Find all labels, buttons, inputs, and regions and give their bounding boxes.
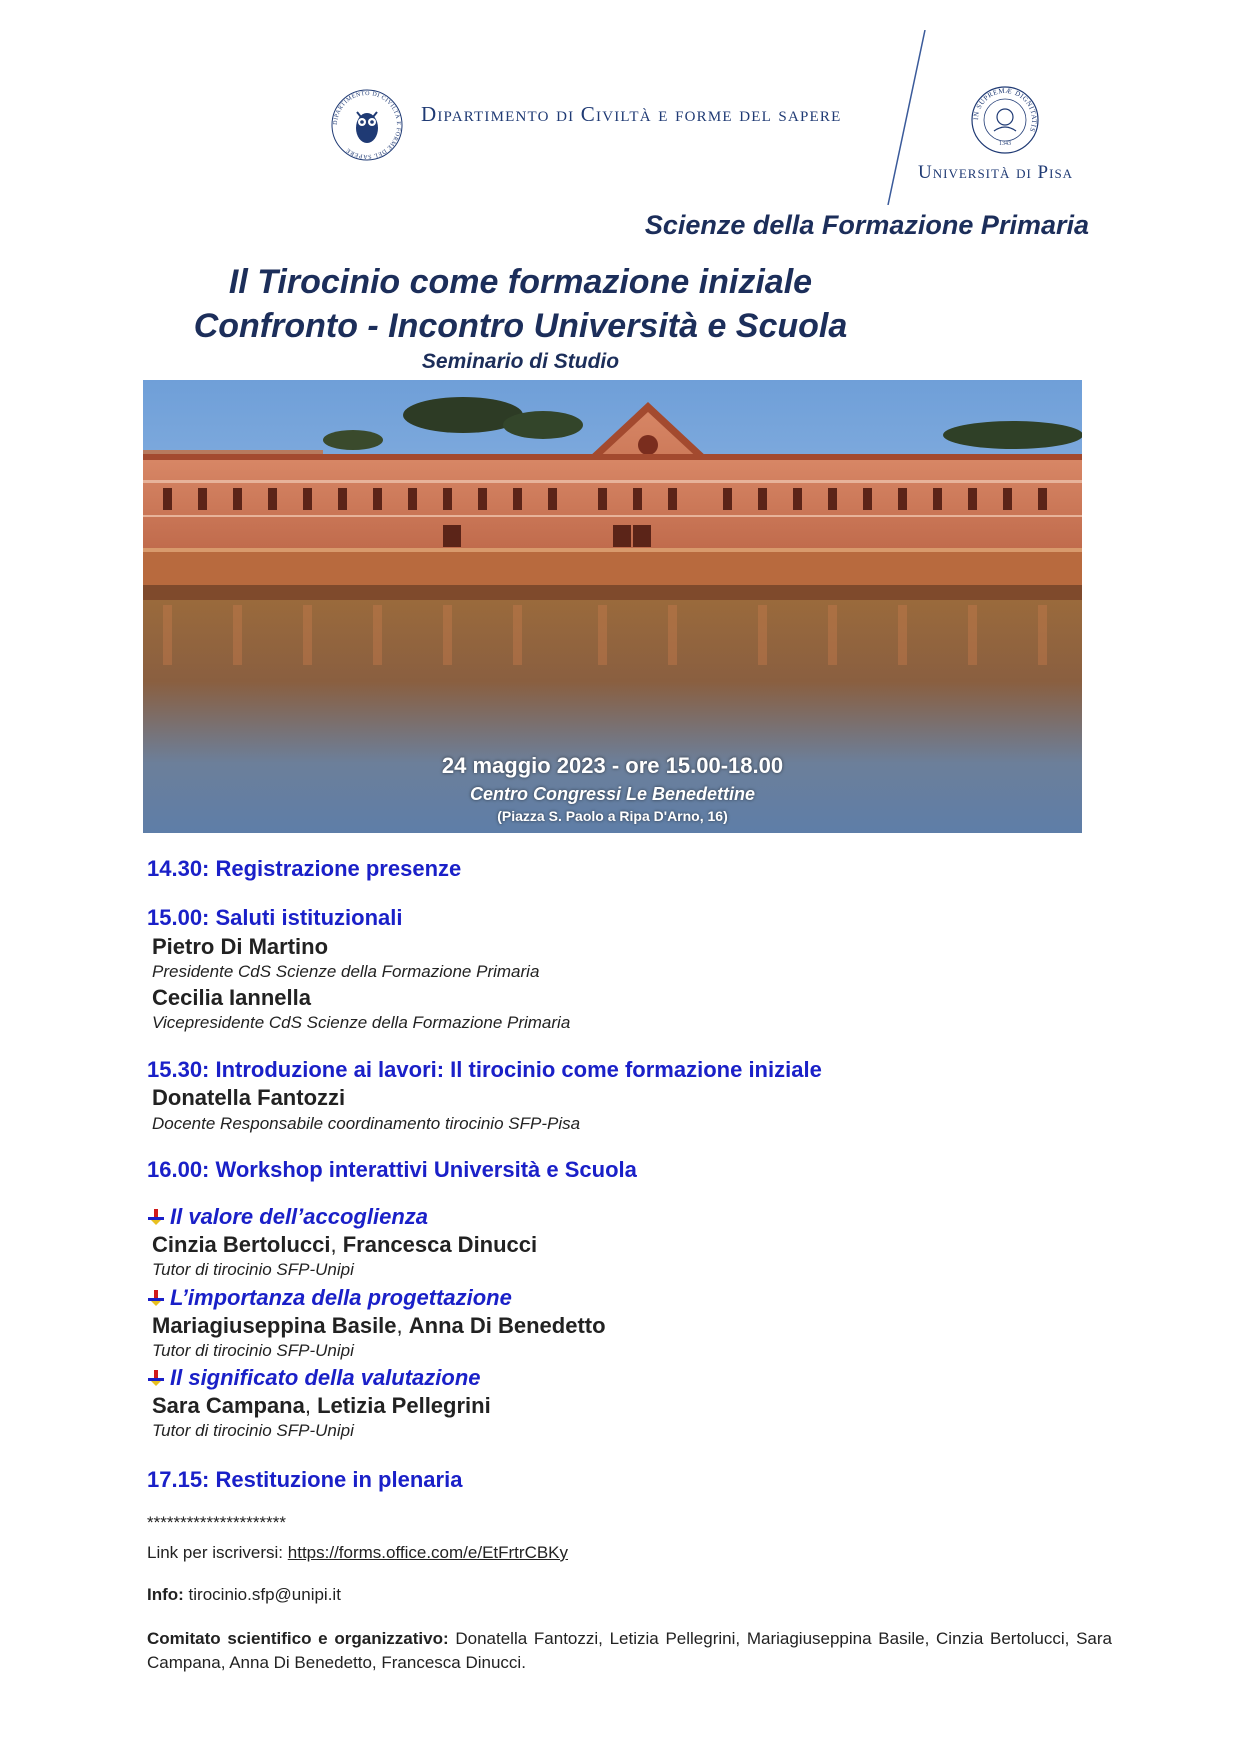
item-introduction: 15.30: Introduzione ai lavori: Il tirocinio come formazione iniziale <box>147 1057 822 1082</box>
event-venue: Centro Congressi Le Benedettine <box>469 784 756 804</box>
tutor-name: Cinzia Bertolucci <box>152 1232 331 1257</box>
workshop-tutors <box>152 1393 1132 1419</box>
speaker-role: Vicepresidente CdS Scienze della Formazione Primaria <box>152 1013 571 1032</box>
info-label: Info: <box>147 1585 184 1604</box>
venue-photo <box>143 380 1082 833</box>
bullet-arrow-icon <box>147 1289 165 1307</box>
workshop-tutors <box>152 1232 1132 1258</box>
workshop-title-text: Il valore dell’accoglienza <box>170 1204 428 1229</box>
item-workshops: 16.00: Workshop interattivi Università e Scuola <box>147 1157 637 1182</box>
workshop-tutors <box>152 1313 1132 1339</box>
item-plenary: 17.15: Restituzione in plenaria <box>147 1467 463 1492</box>
department-name: Dipartimento di Civiltà e forme del sapere <box>421 102 842 126</box>
tutor-role: Tutor di tirocinio SFP-Unipi <box>152 1421 354 1440</box>
tutor-separator: , <box>396 1313 409 1338</box>
registration-link[interactable]: https://forms.office.com/e/EtFrtrCBKy <box>287 1543 569 1562</box>
tutor-separator: , <box>304 1393 318 1418</box>
workshop-title <box>147 1204 1127 1230</box>
link-label: Link per iscriversi: <box>147 1543 288 1562</box>
event-address: (Piazza S. Paolo a Ripa D'Arno, 16) <box>497 808 728 824</box>
workshop-title-text: L’importanza della progettazione <box>170 1285 512 1310</box>
speaker-name: Pietro Di Martino <box>152 934 329 959</box>
committee-members: Donatella Fantozzi, Letizia Pellegrini, Mariagiuseppina Basile, Cinzia Bertolucci, Sara Campana, Anna Di Benedetto, Francesca Dinucci. <box>147 1629 1112 1672</box>
tutor-name: Francesca Dinucci <box>342 1232 538 1257</box>
course-name: Scienze della Formazione Primaria <box>644 210 1089 240</box>
speaker-name: Cecilia Iannella <box>152 985 311 1010</box>
speaker-role: Presidente CdS Scienze della Formazione Primaria <box>152 962 540 981</box>
workshop-title <box>147 1285 1127 1311</box>
tutor-name: Letizia Pellegrini <box>317 1393 491 1418</box>
tutor-role: Tutor di tirocinio SFP-Unipi <box>152 1260 354 1279</box>
bullet-arrow-icon <box>147 1208 165 1226</box>
workshop-title <box>147 1365 1127 1391</box>
tutor-name: Anna Di Benedetto <box>408 1313 606 1338</box>
pisa-seal-text: IN SUPREMÆ DIGNITATIS <box>971 86 1039 134</box>
pisa-seal-year: 1343 <box>999 141 1011 147</box>
speaker-role: Docente Responsabile coordinamento tirocinio SFP-Pisa <box>152 1114 581 1133</box>
title-line-2: Confronto - Incontro Università e Scuola <box>193 307 848 345</box>
bullet-arrow-icon <box>147 1369 165 1387</box>
tutor-name: Sara Campana <box>152 1393 305 1418</box>
info-line <box>147 1585 1127 1605</box>
tutor-separator: , <box>330 1232 343 1257</box>
tutor-role: Tutor di tirocinio SFP-Unipi <box>152 1341 354 1360</box>
university-name: Università di Pisa <box>918 162 1074 183</box>
subtitle: Seminario di Studio <box>421 350 620 373</box>
university-seal-logo <box>970 85 1040 155</box>
committee-label: Comitato scientifico e organizzativo: <box>147 1629 449 1648</box>
title-line-1: Il Tirocinio come formazione iniziale <box>228 263 813 301</box>
department-owl-logo <box>330 88 404 162</box>
speaker-name: Donatella Fantozzi <box>152 1085 346 1110</box>
registration-link-line <box>147 1543 1127 1563</box>
item-registration: 14.30: Registrazione presenze <box>147 856 462 881</box>
item-greetings: 15.00: Saluti istituzionali <box>147 905 403 930</box>
info-email[interactable]: tirocinio.sfp@unipi.it <box>183 1585 341 1604</box>
owl-seal-text: DIPARTIMENTO DI CIVILTÀ E FORME DEL SAPERE <box>332 90 402 160</box>
separator-stars: ********************* <box>147 1513 286 1532</box>
tutor-name: Mariagiuseppina Basile <box>152 1313 397 1338</box>
workshop-title-text: Il significato della valutazione <box>170 1365 481 1390</box>
committee <box>147 1627 1112 1675</box>
event-date-time: 24 maggio 2023 - ore 15.00-18.00 <box>441 753 784 778</box>
